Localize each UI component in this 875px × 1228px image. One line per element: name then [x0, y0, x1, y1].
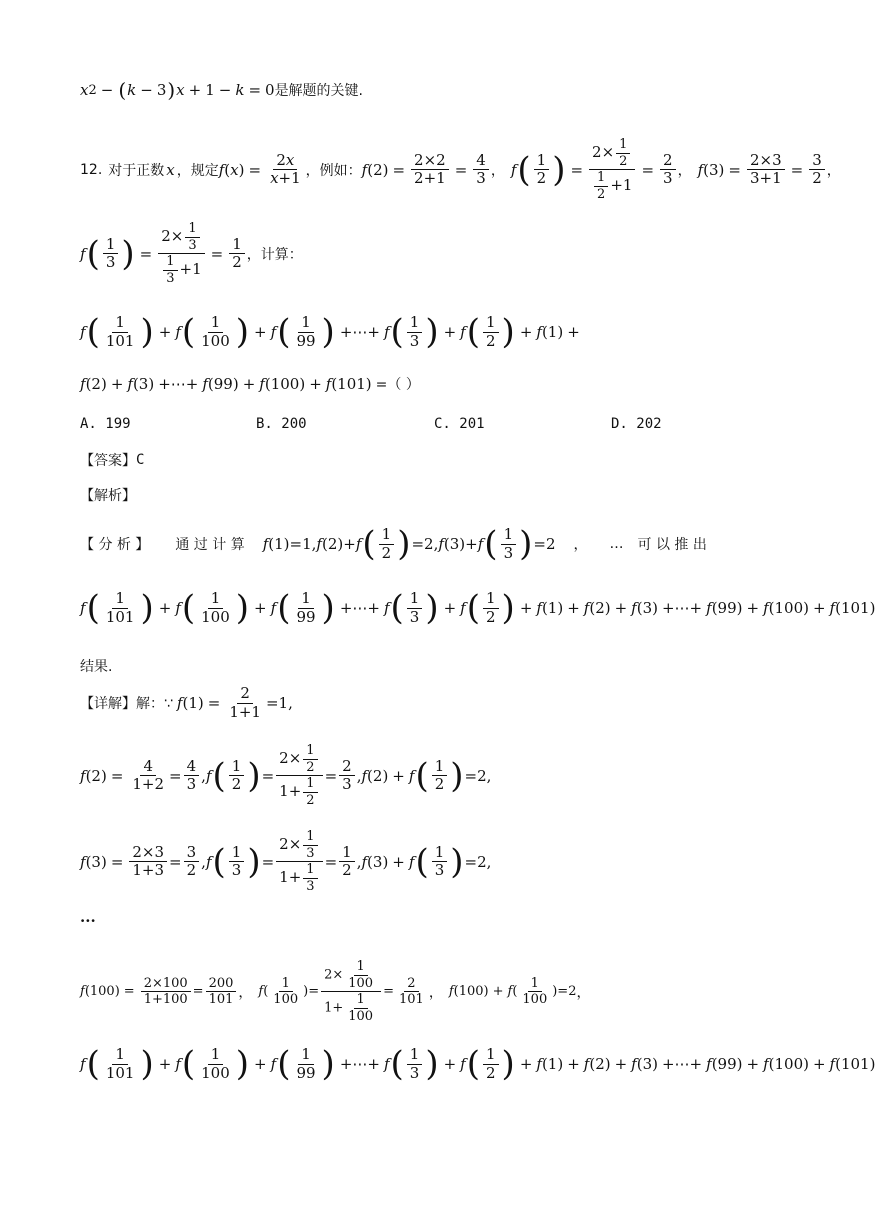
analysis-sum-line: f ( $\frac{1}{101}$ ) + f ( $\frac{1}{100}$ ) + f ( $\frac{1}{99}$ ) +⋯+ f ( $\frac{1}{3}$ ) + f ( $\frac{1}{2}$ ) + f (1) + f (2) + f (3) +⋯+ f (99) + f (100) + f (101): [80, 588, 875, 628]
intro-equation-line: x 2 − ( k − 3 ) x + 1 − k = 0 是解题的关键.: [80, 78, 364, 102]
option-b: B. 200: [256, 416, 307, 432]
option-c: C. 201: [434, 416, 485, 432]
question-12-definition: 12. 对于正数 x ，规定 f ( x ) = $\frac{2x}{x+1}$ ，例如： f (2) = $\frac{2\times 2}{2+1}$ = $\frac{4}{3}$ ， f ( $\frac{1}{2}$ ) = 2× $\frac{1}{2}$ $\frac{1}{2}$ +1 = $\frac{2}{3}$ ， f (3) = $\frac{2\times 3}{3+1}$ = $\frac{3}{2}$ ，: [80, 137, 841, 202]
analysis-line: 【 分 析 】 通 过 计 算 f (1)=1, f (2)+ f ( $\frac{1}{2}$ ) =2, f (3)+ f ( $\frac{1}{3}$ ) =2 ， … 可 以 推 出: [80, 524, 707, 564]
question-blank: =（ ）: [375, 377, 420, 393]
detail-final-sum-line: f ( $\frac{1}{101}$ ) + f ( $\frac{1}{100}$ ) + f ( $\frac{1}{99}$ ) +⋯+ f ( $\frac{1}{3}$ ) + f ( $\frac{1}{2}$ ) + f (1) + f (2) + f (3) +⋯+ f (99) + f (100) + f (101): [80, 1044, 875, 1084]
answer-tag: 【答案】: [80, 453, 136, 469]
question-12-sum-line-2: f (2) + f (3) +⋯+ f (99) + f (100) + f (101) =（ ）: [80, 375, 420, 393]
answer-line: [80, 450, 144, 470]
question-12-sum-line-1: f ( $\frac{1}{101}$ ) + f ( $\frac{1}{100}$ ) + f ( $\frac{1}{99}$ ) +⋯+ f ( $\frac{1}{3}$ ) + f ( $\frac{1}{2}$ ) + f (1) +: [80, 312, 580, 352]
analysis-tag: 【 分 析 】: [80, 537, 150, 553]
question-12-example-f13: f ( $\frac{1}{3}$ ) = 2× $\frac{1}{3}$ $\frac{1}{3}$ +1 = $\frac{1}{2}$ ，计算：: [80, 221, 303, 286]
analysis-heading: 【解析】: [80, 488, 136, 504]
intro-text: 是解题的关键.: [274, 83, 364, 99]
detail-tag: 【详解】: [80, 696, 136, 713]
answer-value: C: [136, 452, 145, 468]
option-d: D. 202: [611, 416, 662, 432]
question-number: 12.: [80, 161, 103, 178]
analysis-result: 结果.: [80, 659, 113, 675]
detail-line-f2: f (2) = $\frac{4}{1+2}$ = $\frac{4}{3}$ , f ( $\frac{1}{2}$ ) = 2× $\frac{1}{2}$ 1+ $\frac{1}{2}$ = $\frac{2}{3}$ , f (2) + f ( $\frac{1}{2}$ ) =2,: [80, 743, 492, 808]
detail-line-f100: f (100) = $\frac{2\times 100}{1+100}$ = $\frac{200}{101}$ ， f ( $\frac{1}{100}$ )= 2× $\frac{1}{100}$ 1+ $\frac{1}{100}$ = $\frac{2}{101}$ ， f (100) + f ( $\frac{1}{100}$ )=2 ，: [80, 959, 591, 1024]
detail-line-1: 【详解】 解：∵ f (1) = $\frac{2}{1+1}$ =1,: [80, 684, 293, 721]
option-a: A. 199: [80, 416, 131, 432]
detail-line-f3: f (3) = $\frac{2\times 3}{1+3}$ = $\frac{3}{2}$ , f ( $\frac{1}{3}$ ) = 2× $\frac{1}{3}$ 1+ $\frac{1}{3}$ = $\frac{1}{2}$ , f (3) + f ( $\frac{1}{3}$ ) =2,: [80, 829, 492, 894]
vertical-ellipsis: ···: [80, 912, 96, 930]
